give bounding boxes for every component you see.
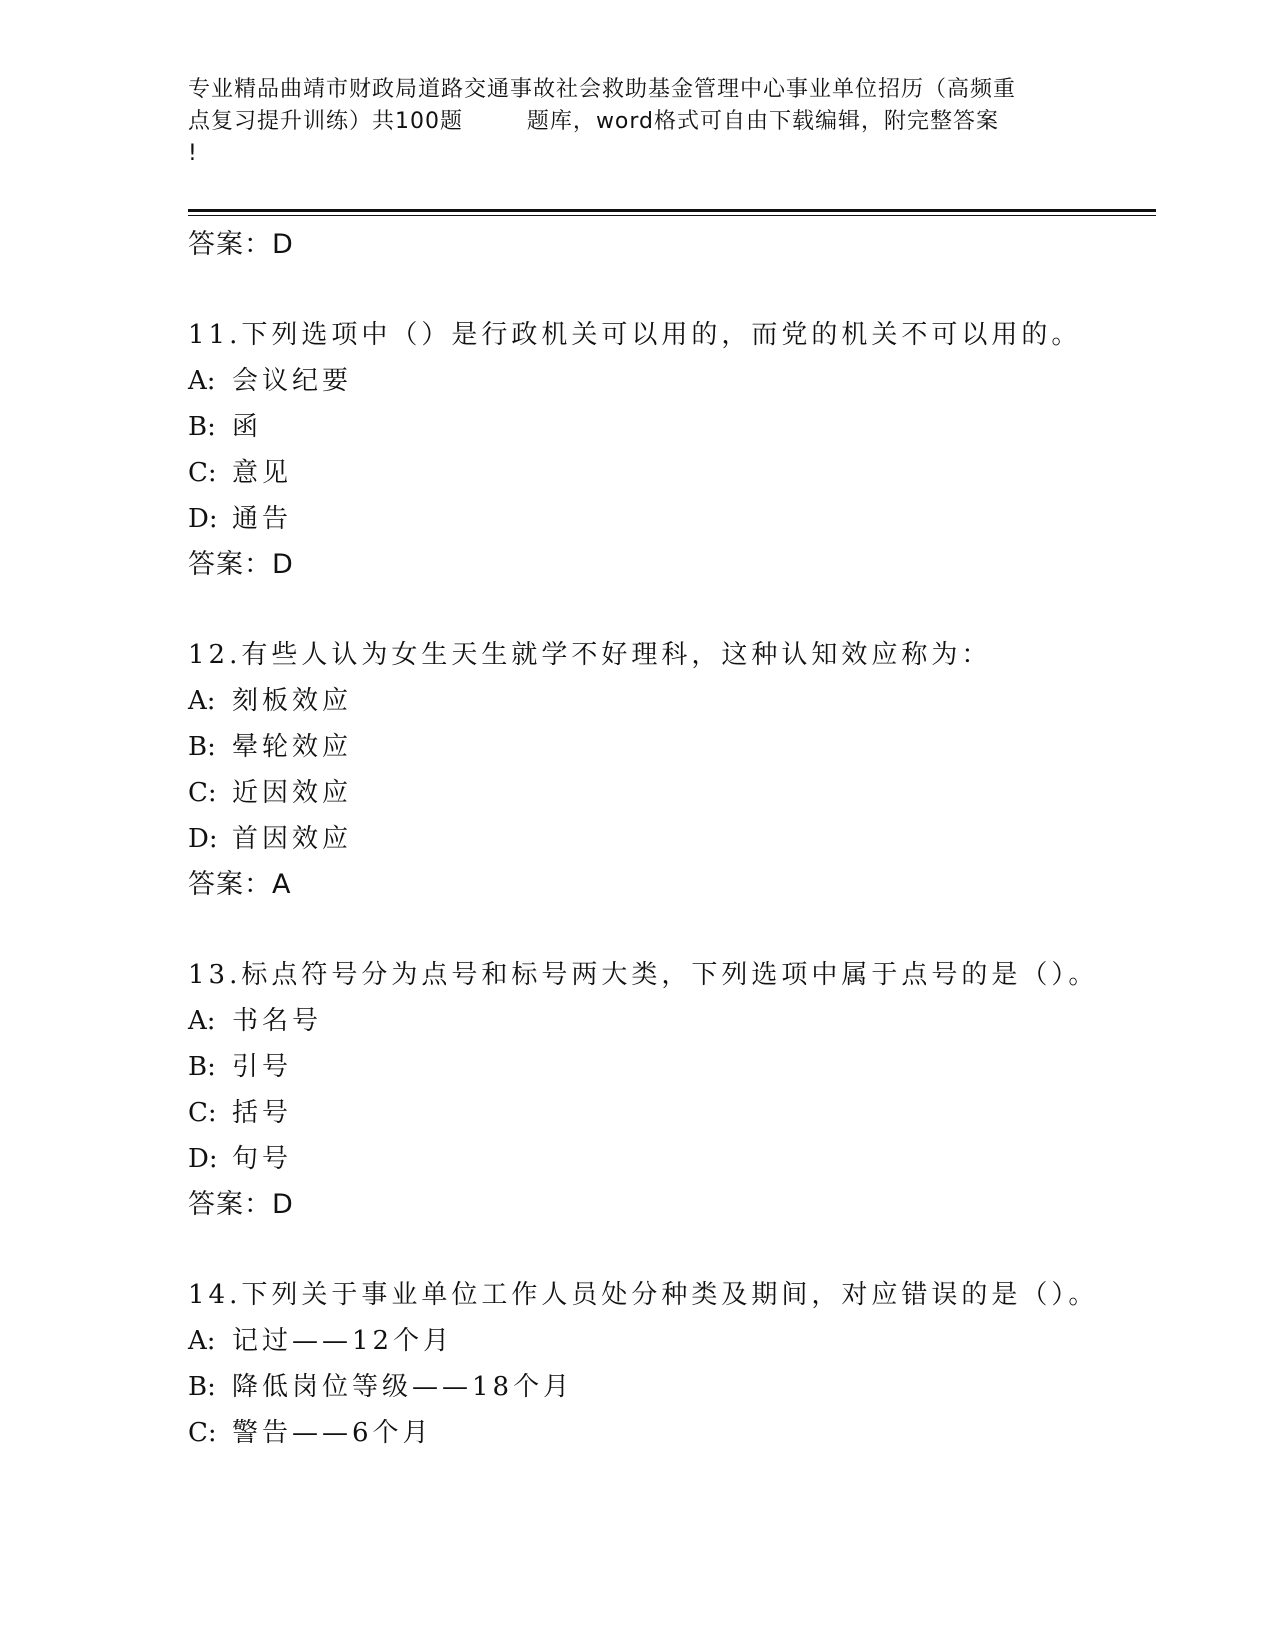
option-a <box>188 678 1148 724</box>
option-letter: A: <box>188 366 216 396</box>
option-text: 书名号 <box>232 1006 323 1036</box>
option-text: 近因效应 <box>232 778 353 808</box>
option-a <box>188 358 1148 404</box>
option-text: 意见 <box>232 458 293 488</box>
option-letter: B: <box>188 1052 216 1082</box>
option-text: 通告 <box>232 504 293 534</box>
option-b <box>188 1044 1148 1090</box>
option-text: 降低岗位等级——18个月 <box>232 1372 574 1402</box>
option-c <box>188 770 1148 816</box>
question-14 <box>188 1272 1148 1456</box>
option-c <box>188 1090 1148 1136</box>
option-letter: D: <box>188 1144 218 1174</box>
question-stem: 12.有些人认为女生天生就学不好理科，这种认知效应称为： <box>188 640 992 670</box>
option-d <box>188 1136 1148 1182</box>
answer-line: 答案：A <box>188 869 292 900</box>
option-text: 警告——6个月 <box>232 1418 433 1448</box>
option-letter: C: <box>188 458 217 488</box>
question-stem: 14.下列关于事业单位工作人员处分种类及期间，对应错误的是（）。 <box>188 1280 1099 1310</box>
option-letter: B: <box>188 732 216 762</box>
header-line-3: ! <box>188 141 198 166</box>
option-b <box>188 404 1148 450</box>
question-stem: 11.下列选项中（）是行政机关可以用的，而党的机关不可以用的。 <box>188 320 1082 350</box>
question-list <box>188 222 1148 1456</box>
question-12 <box>188 632 1148 908</box>
option-letter: B: <box>188 412 216 442</box>
document-header <box>188 74 1088 170</box>
option-letter: A: <box>188 1006 216 1036</box>
option-letter: D: <box>188 824 218 854</box>
option-a <box>188 998 1148 1044</box>
option-text: 句号 <box>232 1144 293 1174</box>
option-text: 记过——12个月 <box>232 1326 454 1356</box>
option-letter: A: <box>188 1326 216 1356</box>
option-d <box>188 496 1148 542</box>
header-divider-thin <box>188 215 1156 216</box>
option-text: 函 <box>232 412 263 442</box>
option-c <box>188 1410 1148 1456</box>
option-d <box>188 816 1148 862</box>
question-11 <box>188 312 1148 588</box>
option-b <box>188 724 1148 770</box>
previous-answer: 答案：D <box>188 229 294 260</box>
option-text: 首因效应 <box>232 824 353 854</box>
option-c <box>188 450 1148 496</box>
option-letter: A: <box>188 686 216 716</box>
option-letter: C: <box>188 1098 217 1128</box>
option-text: 晕轮效应 <box>232 732 353 762</box>
option-text: 括号 <box>232 1098 293 1128</box>
option-letter: C: <box>188 778 217 808</box>
answer-line: 答案：D <box>188 549 294 580</box>
option-text: 引号 <box>232 1052 293 1082</box>
option-letter: D: <box>188 504 218 534</box>
header-line-1: 专业精品曲靖市财政局道路交通事故社会救助基金管理中心事业单位招历（高频重 <box>188 77 1017 102</box>
option-a <box>188 1318 1148 1364</box>
option-letter: B: <box>188 1372 216 1402</box>
option-text: 会议纪要 <box>232 366 353 396</box>
question-stem: 13.标点符号分为点号和标号两大类，下列选项中属于点号的是（）。 <box>188 960 1099 990</box>
answer-line: 答案：D <box>188 1189 294 1220</box>
option-letter: C: <box>188 1418 217 1448</box>
option-text: 刻板效应 <box>232 686 353 716</box>
header-line-2: 点复习提升训练）共100题 题库，word格式可自由下载编辑，附完整答案 <box>188 109 1000 134</box>
header-divider-thick <box>188 209 1156 212</box>
question-13 <box>188 952 1148 1228</box>
option-b <box>188 1364 1148 1410</box>
